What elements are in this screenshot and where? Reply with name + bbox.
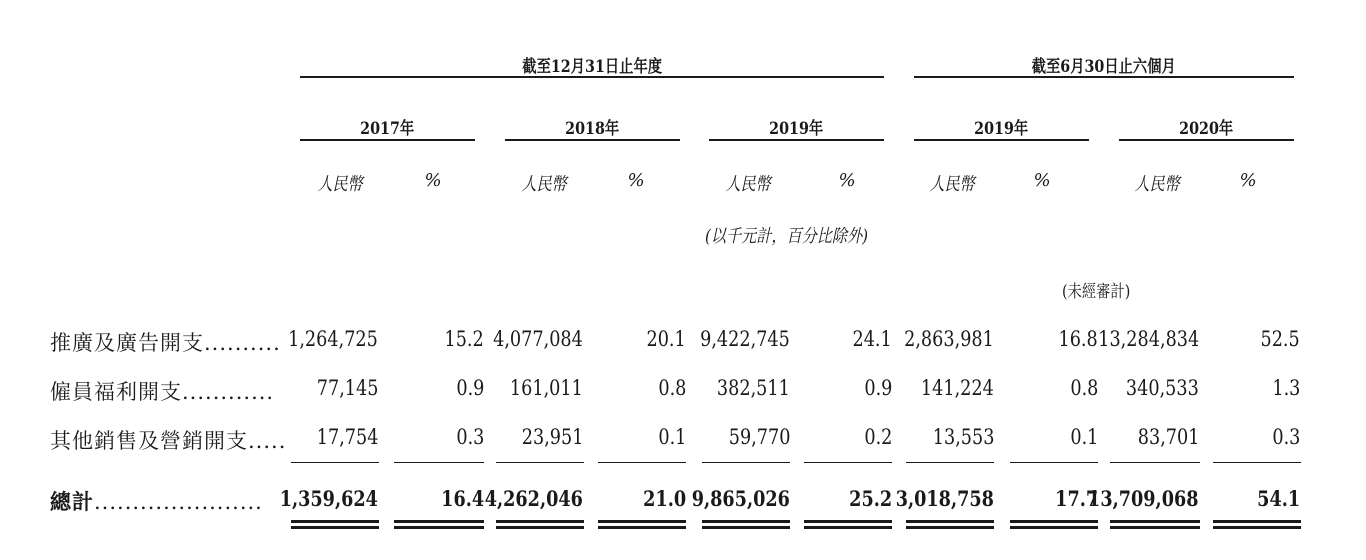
table-cell: 59,770 xyxy=(728,425,790,449)
subtotal-rule xyxy=(394,462,484,463)
table-cell: 13,553 xyxy=(932,425,994,449)
total-double-rule xyxy=(906,520,994,529)
table-cell: 52.5 xyxy=(1260,327,1300,351)
table-cell: 1,264,725 xyxy=(288,327,378,351)
subtotal-rule xyxy=(906,462,994,463)
total-cell: 25.2 xyxy=(849,486,892,511)
table-cell: 0.1 xyxy=(657,425,686,449)
table-cell: 4,077,084 xyxy=(493,327,583,351)
subtotal-rule xyxy=(702,462,790,463)
total-cell: 9,865,026 xyxy=(691,486,790,511)
percent-header: % xyxy=(1033,170,1051,191)
table-cell: 17,754 xyxy=(316,425,378,449)
fy-group-rule xyxy=(300,76,884,78)
currency-header: 人民幣 xyxy=(725,174,771,195)
total-double-rule xyxy=(702,520,790,529)
hy-group-header: 截至6月30日止六個月 xyxy=(1031,57,1177,77)
year-2020-rule xyxy=(1119,139,1294,141)
year-2019-header: 2019年 xyxy=(769,119,824,139)
table-cell: 1.3 xyxy=(1271,376,1300,400)
subtotal-rule xyxy=(1010,462,1098,463)
currency-header: 人民幣 xyxy=(1134,174,1180,195)
row-label-promotion: 推廣及廣告開支.......... xyxy=(50,331,281,355)
table-cell: 9,422,745 xyxy=(700,327,790,351)
table-cell: 16.8 xyxy=(1058,327,1098,351)
row-label-total: 總計...................... xyxy=(50,489,263,514)
currency-header: 人民幣 xyxy=(521,174,567,195)
row-label-employee-benefits: 僱員福利開支............ xyxy=(50,380,275,404)
table-cell: 0.1 xyxy=(1069,425,1098,449)
row-label-other-selling: 其他銷售及營銷開支..... xyxy=(50,429,287,453)
total-double-rule xyxy=(496,520,584,529)
percent-header: % xyxy=(627,170,645,191)
table-cell: 0.3 xyxy=(1271,425,1300,449)
total-cell: 13,709,068 xyxy=(1088,486,1199,511)
table-cell: 0.3 xyxy=(455,425,484,449)
total-cell: 16.4 xyxy=(441,486,484,511)
year-2020-header: 2020年 xyxy=(1179,119,1234,139)
table-cell: 141,224 xyxy=(921,376,994,400)
total-cell: 3,018,758 xyxy=(895,486,994,511)
subtotal-rule xyxy=(291,462,379,463)
unit-note: (以千元計，百分比除外) xyxy=(705,226,868,247)
table-cell: 382,511 xyxy=(717,376,790,400)
subtotal-rule xyxy=(1213,462,1301,463)
year-2017-rule xyxy=(300,139,475,141)
subtotal-rule xyxy=(804,462,892,463)
table-cell: 0.8 xyxy=(657,376,686,400)
total-double-rule xyxy=(1213,520,1301,529)
total-cell: 1,359,624 xyxy=(279,486,378,511)
year-2017-header: 2017年 xyxy=(360,119,415,139)
total-cell: 4,262,046 xyxy=(484,486,583,511)
table-cell: 23,951 xyxy=(521,425,583,449)
table-cell: 13,284,834 xyxy=(1097,327,1199,351)
table-cell: 0.9 xyxy=(863,376,892,400)
subtotal-rule xyxy=(598,462,686,463)
table-cell: 340,533 xyxy=(1126,376,1199,400)
table-cell: 0.8 xyxy=(1069,376,1098,400)
subtotal-rule xyxy=(496,462,584,463)
total-double-rule xyxy=(394,520,484,529)
table-cell: 161,011 xyxy=(510,376,583,400)
year-2019-hy-rule xyxy=(914,139,1089,141)
percent-header: % xyxy=(424,170,442,191)
percent-header: % xyxy=(838,170,856,191)
percent-header: % xyxy=(1239,170,1257,191)
year-2019-hy-header: 2019年 xyxy=(974,119,1029,139)
total-cell: 54.1 xyxy=(1257,486,1300,511)
table-cell: 0.9 xyxy=(455,376,484,400)
total-double-rule xyxy=(598,520,686,529)
year-2018-rule xyxy=(505,139,680,141)
table-cell: 83,701 xyxy=(1137,425,1199,449)
fy-group-header: 截至12月31日止年度 xyxy=(522,57,662,77)
table-cell: 0.2 xyxy=(863,425,892,449)
table-cell: 20.1 xyxy=(646,327,686,351)
hy-group-rule xyxy=(914,76,1294,78)
year-2018-header: 2018年 xyxy=(565,119,620,139)
total-double-rule xyxy=(1110,520,1200,529)
total-double-rule xyxy=(291,520,379,529)
subtotal-rule xyxy=(1110,462,1200,463)
table-cell: 24.1 xyxy=(852,327,892,351)
currency-header: 人民幣 xyxy=(317,174,363,195)
total-cell: 21.0 xyxy=(643,486,686,511)
currency-header: 人民幣 xyxy=(929,174,975,195)
table-cell: 77,145 xyxy=(316,376,378,400)
total-double-rule xyxy=(804,520,892,529)
table-cell: 15.2 xyxy=(444,327,484,351)
year-2019-rule xyxy=(709,139,884,141)
total-cell: 17.7 xyxy=(1055,486,1098,511)
table-cell: 2,863,981 xyxy=(904,327,994,351)
unaudited-note: (未經審計) xyxy=(1062,282,1131,302)
total-double-rule xyxy=(1010,520,1098,529)
